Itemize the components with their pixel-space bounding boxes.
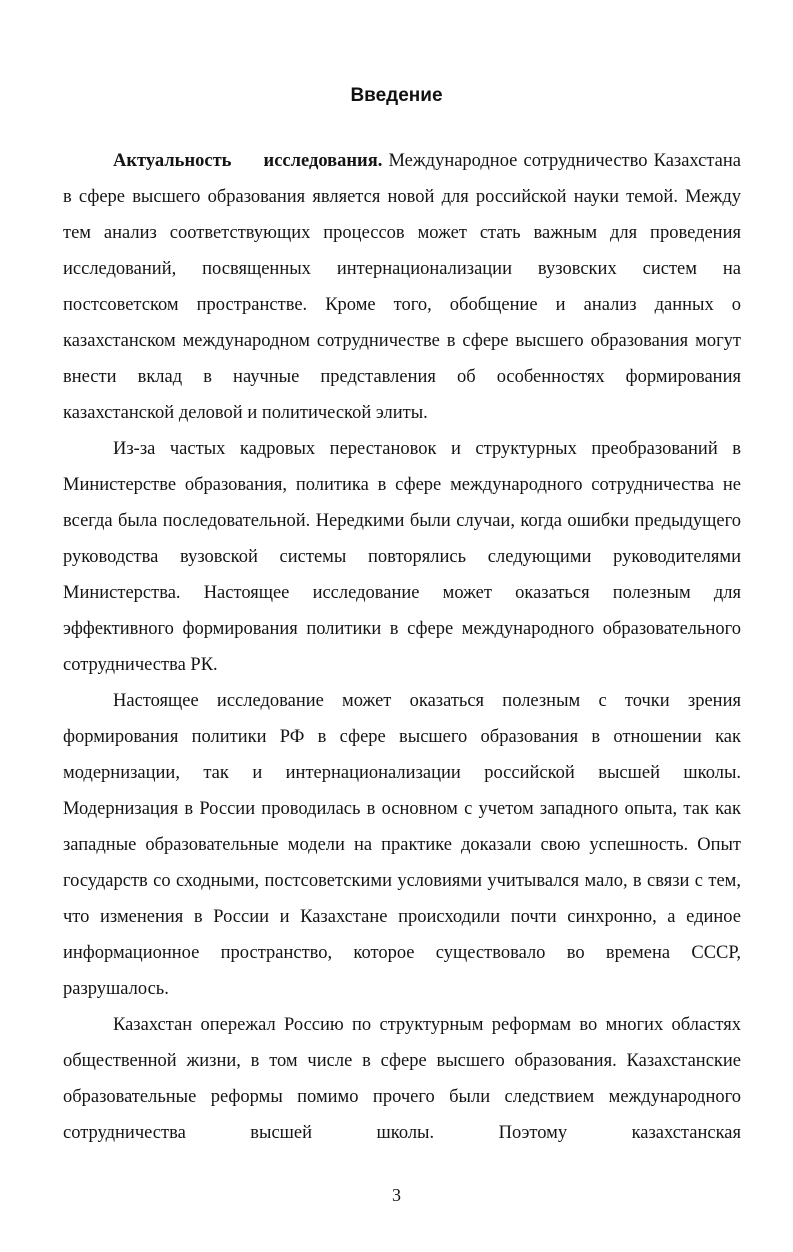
document-body: [63, 143, 741, 1151]
paragraph-text: Международное сотрудничество Казахстана в сфере высшего образования является новой для российской науки темой. Между тем анализ соответствующих процессов может стать важным для проведения исследований, посвященных интернационализации вузовских систем на постсоветском пространстве. Кроме того, обобщение и анализ данных о казахстанском международном сотрудничестве в сфере высшего образования могут внести вклад в научные представления об особенностях формирования казахстанской деловой и политической элиты.: [63, 151, 741, 423]
page-number: 3: [392, 1185, 401, 1205]
paragraph-ministry-policy: Из-за частых кадровых перестановок и структурных преобразований в Министерстве образования, политика в сфере международного сотрудничества не всегда была последовательной. Нередкими были случаи, когда ошибки предыдущего руководства вузовской системы повторялись следующими руководителями Министерства. Настоящее исследование может оказаться полезным для эффективного формирования политики в сфере международного образовательного сотрудничества РК.: [63, 439, 741, 675]
page-title: Введение: [350, 85, 443, 106]
paragraph-kazakhstan-reforms: Казахстан опережал Россию по структурным реформам во многих областях общественной жизни, в том числе в сфере высшего образования. Казахстанские образовательные реформы помимо прочего были следствием международного сотрудничества высшей школы. Поэтому казахстанская: [63, 1015, 741, 1143]
paragraph-lead: Актуальность исследования.: [113, 151, 383, 171]
paragraph-rf-policy: Настоящее исследование может оказаться полезным с точки зрения формирования политики РФ в сфере высшего образования в отношении как модернизации, так и интернационализации российской высшей школы. Модернизация в России проводилась в основном с учетом западного опыта, так как западные образовательные модели на практике доказали свою успешность. Опыт государств со сходными, постсоветскими условиями учитывался мало, в связи с тем, что изменения в России и Казахстане происходили почти синхронно, а единое информационное пространство, которое существовало во времена СССР, разрушалось.: [63, 691, 741, 999]
paragraph-relevance: [63, 143, 741, 431]
